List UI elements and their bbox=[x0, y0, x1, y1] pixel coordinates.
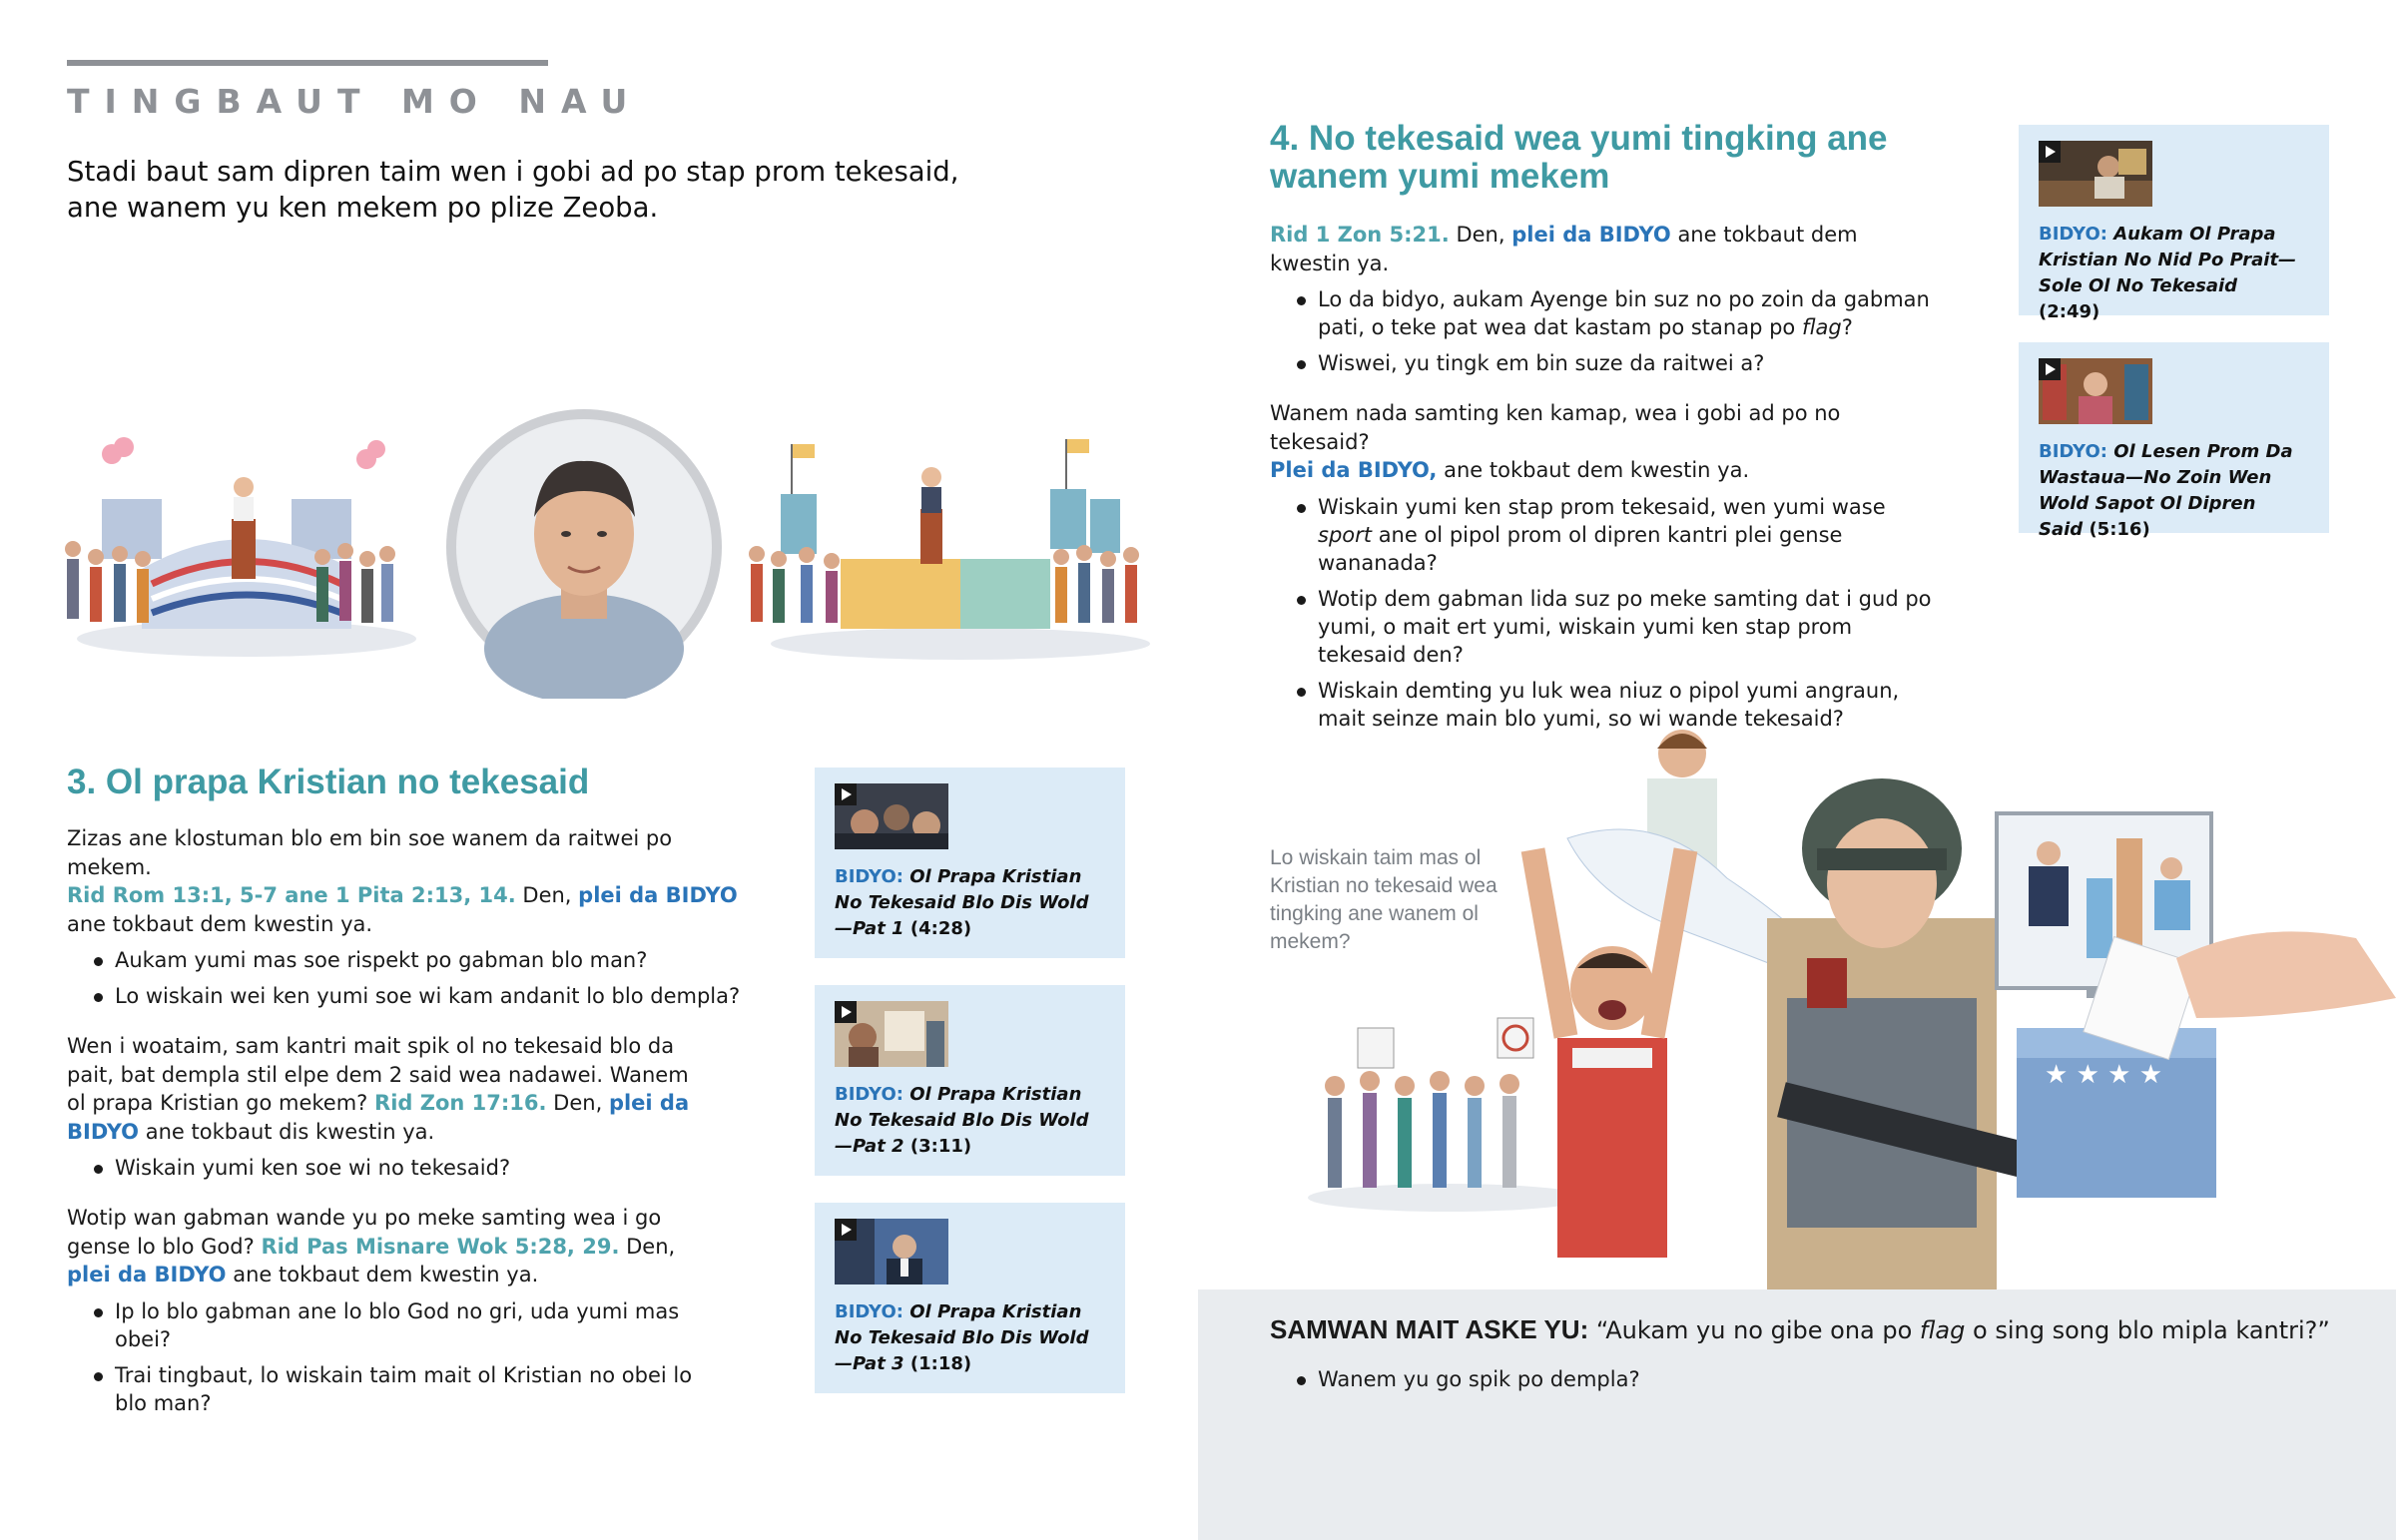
play-icon[interactable] bbox=[835, 1001, 857, 1023]
video-card-1[interactable] bbox=[815, 768, 1125, 958]
play-video-link[interactable]: plei da BIDYO bbox=[67, 1091, 690, 1144]
intro-text bbox=[67, 154, 965, 226]
section4-body bbox=[1270, 221, 1939, 741]
question-item: Wiswei, yu tingk em bin suze da raitwei a? bbox=[1270, 349, 1939, 377]
question-item: Lo da bidyo, aukam Ayenge bin suz no po zoin da gabman pati, o teke pat wea dat kastam po stanap po flag? bbox=[1270, 285, 1939, 341]
question-item: Wotip dem gabman lida suz po meke samting dat i gud po yumi, o mait ert yumi, wiskain yumi ken stap prom tekesaid den? bbox=[1270, 585, 1939, 669]
ask-panel bbox=[1198, 1289, 2396, 1540]
question-list bbox=[1270, 493, 1939, 733]
play-video-link[interactable]: plei da BIDYO bbox=[1511, 223, 1671, 247]
scripture-ref[interactable]: Rid Pas Misnare Wok 5:28, 29. bbox=[261, 1234, 620, 1259]
video-caption: BIDYO: Aukam Ol Prapa Kristian No Nid Po Prait—Sole Ol No Tekesaid (2:49) bbox=[2039, 224, 2297, 322]
video-caption: BIDYO: Ol Prapa Kristian No Tekesaid Blo Dis Wold—Pat 2 (3:11) bbox=[835, 1084, 1089, 1157]
question-item: Wiskain yumi ken stap prom tekesaid, wen yumi wase sport ane ol pipol prom ol dipren kantri plei gense wananada? bbox=[1270, 493, 1939, 577]
scripture-ref[interactable]: Rid Zon 17:16. bbox=[374, 1091, 547, 1115]
ask-label: SAMWAN MAIT ASKE YU: bbox=[1270, 1314, 1589, 1344]
video-thumbnail[interactable] bbox=[835, 783, 948, 849]
section4-title: 4. No tekesaid wea yumi tingking ane wanem yumi mekem bbox=[1270, 119, 1888, 196]
question-item: Wiskain yumi ken soe wi no tekesaid? bbox=[67, 1154, 706, 1182]
play-video-link[interactable]: Plei da BIDYO, bbox=[1270, 458, 1438, 482]
video-caption: BIDYO: Ol Prapa Kristian No Tekesaid Blo Dis Wold—Pat 1 (4:28) bbox=[835, 866, 1089, 939]
neutrality-illustration bbox=[1298, 699, 2396, 1289]
video-thumbnail[interactable] bbox=[2039, 141, 2152, 207]
question-item: Lo wiskain wei ken yumi soe wi kam andanit lo blo dempla? bbox=[67, 982, 746, 1010]
rally-illustration bbox=[62, 399, 1160, 699]
question-list bbox=[67, 1297, 706, 1417]
section3-para-1: Zizas ane klostuman blo em bin soe wanem da raitwei po mekem. Rid Rom 13:1, 5-7 ane 1 Pita 2:13, 14. Den, plei da BIDYO ane tokbaut dem kwestin ya. Aukam yumi mas soe rispekt po gabman blo man? Lo wiskain wei ken yumi soe wi kam andanit lo blo dempla? bbox=[67, 824, 746, 1010]
video-card-4[interactable] bbox=[2019, 125, 2329, 322]
side-quote: Lo wiskain taim mas ol Kristian no tekesaid wea tingking ane wanem ol mekem? bbox=[1270, 846, 1498, 953]
scripture-ref[interactable]: Rid Rom 13:1, 5-7 ane 1 Pita 2:13, 14. bbox=[67, 883, 516, 907]
video-card-3[interactable] bbox=[815, 1203, 1125, 1393]
section3-title: 3. Ol prapa Kristian no tekesaid bbox=[67, 763, 590, 801]
play-icon[interactable] bbox=[2039, 358, 2061, 380]
right-rally-crowd bbox=[749, 439, 1150, 660]
section3-para-3: Wotip wan gabman wande yu po meke samting wea i go gense lo blo God? Rid Pas Misnare Wok 5:28, 29. Den, plei da BIDYO ane tokbaut dem kwestin ya. Ip lo blo gabman ane lo blo God no gri, uda yumi mas obei? Trai tingbaut, lo wiskain taim mait ol Kristian no obei lo blo man? bbox=[67, 1204, 706, 1417]
left-rally-crowd bbox=[65, 437, 416, 657]
intro-line-1: Stadi baut sam dipren taim wen i gobi ad po stap prom tekesaid, bbox=[67, 156, 959, 188]
play-video-link[interactable]: plei da BIDYO bbox=[578, 883, 738, 907]
section4-para-2: Wanem nada samting ken kamap, wea i gobi ad po no tekesaid? Plei da BIDYO, ane tokbaut dem kwestin ya. Wiskain yumi ken stap prom tekesaid, wen yumi wase sport ane ol pipol prom ol dipren kantri plei gense wananada? Wotip dem gabman lida suz po meke samting dat i gud po yumi, o mait ert yumi, wiskain yumi ken stap prom tekesaid den? Wiskain demting yu luk wea niuz o pipol yumi angraun, mait seinze main blo yumi, so wi wande tekesaid? bbox=[1270, 399, 1939, 733]
section-label: TINGBAUT MO NAU bbox=[67, 82, 643, 121]
question-item: Wiskain demting yu luk wea niuz o pipol yumi angraun, mait seinze main blo yumi, so wi wande tekesaid? bbox=[1270, 677, 1939, 733]
play-icon[interactable] bbox=[2039, 141, 2061, 163]
play-video-link[interactable]: plei da BIDYO bbox=[67, 1263, 227, 1286]
question-list bbox=[67, 1154, 706, 1182]
video-thumbnail[interactable] bbox=[2039, 358, 2152, 424]
play-icon[interactable] bbox=[835, 1219, 857, 1241]
protest-group bbox=[1308, 1018, 1587, 1212]
video-thumbnail[interactable] bbox=[835, 1219, 948, 1284]
scripture-ref[interactable]: Rid 1 Zon 5:21. bbox=[1270, 223, 1450, 247]
video-card-5[interactable] bbox=[2019, 342, 2329, 540]
question-list bbox=[67, 946, 746, 1010]
ask-question-list bbox=[1270, 1365, 2268, 1401]
section3-para-2: Wen i woataim, sam kantri mait spik ol no tekesaid blo da pait, bat dempla stil elpe dem 2 said wea nadawei. Wanem ol prapa Kristian go mekem? Rid Zon 17:16. Den, plei da BIDYO ane tokbaut dis kwestin ya. Wiskain yumi ken soe wi no tekesaid? bbox=[67, 1032, 706, 1182]
intro-line-2: ane wanem yu ken mekem po plize Zeoba. bbox=[67, 192, 659, 224]
video-caption: BIDYO: Ol Prapa Kristian No Tekesaid Blo Dis Wold—Pat 3 (1:18) bbox=[835, 1301, 1089, 1374]
video-card-2[interactable] bbox=[815, 985, 1125, 1176]
video-thumbnail[interactable] bbox=[835, 1001, 948, 1067]
question-list bbox=[1270, 285, 1939, 377]
question-item: Trai tingbaut, lo wiskain taim mait ol Kristian no obei lo blo man? bbox=[67, 1361, 706, 1417]
section4-para-1: Rid 1 Zon 5:21. Den, plei da BIDYO ane tokbaut dem kwestin ya. Lo da bidyo, aukam Ayenge bin suz no po zoin da gabman pati, o teke pat wea dat kastam po stanap po flag? Wiswei, yu tingk em bin suze da raitwei a? bbox=[1270, 221, 1939, 377]
video-caption: BIDYO: Ol Lesen Prom Da Wastaua—No Zoin Wen Wold Sapot Ol Dipren Said (5:16) bbox=[2039, 441, 2293, 540]
candidate-portrait bbox=[446, 409, 722, 699]
ask-title: SAMWAN MAIT ASKE YU: “Aukam yu no gibe ona po flag o sing song blo mipla kantri?” bbox=[1270, 1314, 2330, 1344]
play-icon[interactable] bbox=[835, 783, 857, 805]
question-item: Wanem yu go spik po dempla? bbox=[1270, 1365, 2268, 1393]
section3-body bbox=[67, 824, 746, 1425]
header-rule bbox=[67, 60, 548, 66]
svg-text:★ ★ ★ ★: ★ ★ ★ ★ bbox=[2045, 1060, 2163, 1090]
question-item: Aukam yumi mas soe rispekt po gabman blo man? bbox=[67, 946, 746, 974]
question-item: Ip lo blo gabman ane lo blo God no gri, uda yumi mas obei? bbox=[67, 1297, 706, 1353]
